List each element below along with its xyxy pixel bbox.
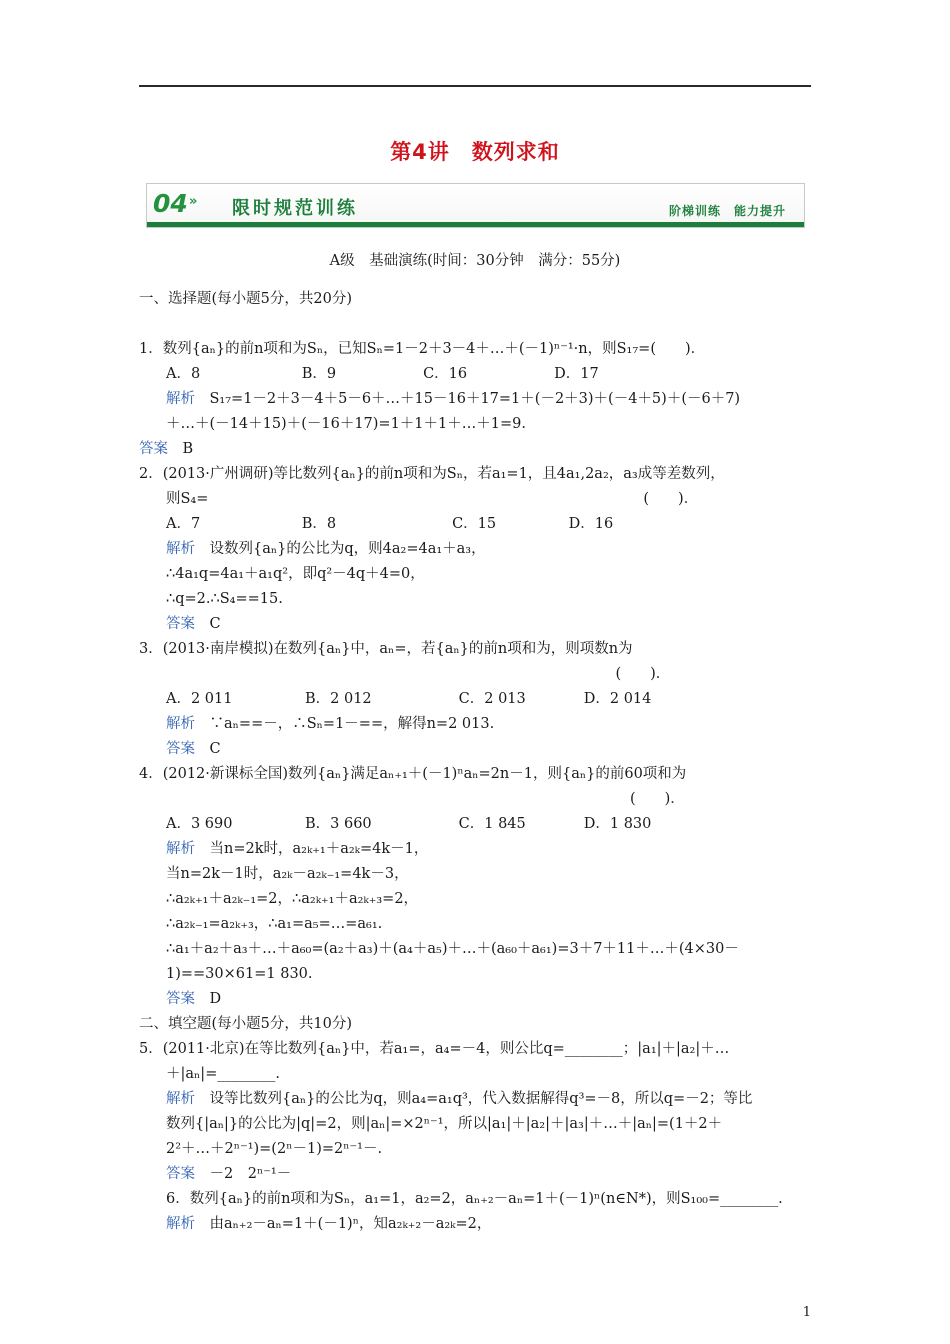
banner-number: 04 <box>153 189 188 218</box>
text-line <box>139 339 705 359</box>
line-text: 6．数列{aₙ}的前n项和为Sₙ，a₁=1，a₂=2，aₙ₊₂－aₙ=1＋(－1)ⁿ(n∈N*)，则S₁₀₀=________. <box>166 1191 783 1207</box>
answer-label: 答案 <box>166 1166 195 1182</box>
section-banner <box>146 183 805 228</box>
answer-line <box>139 439 193 459</box>
solution-label: 解析 <box>166 716 195 732</box>
text-line <box>166 1114 722 1134</box>
answer-line <box>166 739 221 759</box>
text-line <box>166 1139 382 1159</box>
solution-line <box>166 389 740 409</box>
level-line: A级 基础演练(时间：30分钟 满分：55分) <box>329 253 621 269</box>
line-text: ∵aₙ==－，∴Sₙ=1－==，解得n=2 013. <box>209 716 495 732</box>
text-line <box>166 589 283 609</box>
line-text: 则S₄= ( )． <box>166 491 699 507</box>
line-text: 4．(2012·新课标全国)数列{aₙ}满足aₙ₊₁＋(－1)ⁿaₙ=2n－1，则{aₙ}的前60项和为 <box>139 766 687 782</box>
text-line <box>139 1039 729 1059</box>
line-text: ＋|aₙ|=________. <box>166 1066 280 1082</box>
line-text: D <box>209 991 222 1007</box>
text-line <box>166 864 409 884</box>
line-text: 设数列{aₙ}的公比为q，则4a₂=4a₁＋a₃， <box>209 541 486 557</box>
text-line <box>166 664 670 684</box>
solution-line <box>166 714 494 734</box>
line-text: ∴4a₁q=4a₁＋a₁q²，即q²－4q＋4=0， <box>166 566 425 582</box>
text-line <box>139 764 686 784</box>
text-line <box>166 964 313 984</box>
line-text: 1)==30×61=1 830. <box>166 966 313 982</box>
line-text: ∴a₂ₖ₊₁＋a₂ₖ₋₁=2，∴a₂ₖ₊₁＋a₂ₖ₊₃=2， <box>166 891 419 907</box>
line-text: C <box>209 741 221 757</box>
text-line <box>166 489 698 509</box>
text-line <box>166 814 651 834</box>
solution-label: 解析 <box>166 1216 195 1232</box>
banner-right-label: 阶梯训练 能力提升 <box>668 204 786 218</box>
line-text: A．7 B．8 C．15 D．16 <box>166 516 614 532</box>
line-text: B <box>182 441 194 457</box>
line-text: A．3 690 B．3 660 C．1 845 D．1 830 <box>166 816 652 832</box>
line-text: －2 2ⁿ⁻¹－ <box>209 1166 292 1182</box>
answer-label: 答案 <box>166 741 195 757</box>
double-arrow-icon: » <box>189 194 198 209</box>
solution-line <box>166 839 428 859</box>
line-text: 3．(2013·南岸模拟)在数列{aₙ}中，aₙ=，若{aₙ}的前n项和为，则项数n为 <box>139 641 633 657</box>
line-text: S₁₇=1－2＋3－4＋5－6＋…＋15－16＋17=1＋(－2＋3)＋(－4＋5)＋(－6＋7) <box>209 391 741 407</box>
solution-line <box>166 539 486 559</box>
line-text: A．8 B．9 C．16 D．17 <box>166 366 599 382</box>
solution-label: 解析 <box>166 841 195 857</box>
answer-label: 答案 <box>166 991 195 1007</box>
line-text: 一、选择题(每小题5分，共20分) <box>139 291 352 307</box>
answer-line <box>166 989 221 1009</box>
line-text: 数列{|aₙ|}的公比为|q|=2，则|aₙ|=×2ⁿ⁻¹，所以|a₁|＋|a₂|＋|a₃|＋…＋|aₙ|=(1＋2＋ <box>166 1116 723 1132</box>
text-line <box>139 289 352 309</box>
text-line <box>166 914 382 934</box>
solution-line <box>166 1214 491 1234</box>
line-text: ＋…＋(－14＋15)＋(－16＋17)=1＋1＋1＋…＋1=9. <box>166 416 526 432</box>
text-line <box>166 689 651 709</box>
line-text: 当n=2k时，a₂ₖ₊₁＋a₂ₖ=4k－1， <box>209 841 429 857</box>
text-line <box>166 789 685 809</box>
top-rule <box>139 85 811 87</box>
answer-line <box>166 614 221 634</box>
text-line <box>139 1014 352 1034</box>
line-text: 2²＋…＋2ⁿ⁻¹)=(2ⁿ－1)=2ⁿ⁻¹－. <box>166 1141 383 1157</box>
text-line <box>139 464 725 484</box>
banner-label: 限时规范训练 <box>232 198 358 219</box>
line-text: 设等比数列{aₙ}的公比为q，则a₄=a₁q³，代入数据解得q³=－8，所以q=－2；等比 <box>209 1091 753 1107</box>
line-text: ∴q=2.∴S₄==15. <box>166 591 283 607</box>
text-line <box>166 414 526 434</box>
text-line <box>139 639 633 659</box>
line-text: C <box>209 616 221 632</box>
solution-label: 解析 <box>166 391 195 407</box>
line-text: ∴a₁＋a₂＋a₃＋…＋a₆₀=(a₂＋a₃)＋(a₄＋a₅)＋…＋(a₆₀＋a₆₁)=3＋7＋11＋…＋(4×30－ <box>166 941 739 957</box>
line-text: 二、填空题(每小题5分，共10分) <box>139 1016 352 1032</box>
text-line <box>166 514 613 534</box>
line-text: ( )． <box>166 791 685 807</box>
text-line <box>166 1189 783 1209</box>
answer-label: 答案 <box>139 441 168 457</box>
text-line <box>166 889 418 909</box>
text-line <box>166 564 425 584</box>
text-line <box>166 364 599 384</box>
line-text: 2．(2013·广州调研)等比数列{aₙ}的前n项和为Sₙ，若a₁=1，且4a₁,2a₂，a₃成等差数列， <box>139 466 725 482</box>
line-text: ∴a₂ₖ₋₁=a₂ₖ₊₃，∴a₁=a₅=…=a₆₁. <box>166 916 383 932</box>
line-text: ( )． <box>166 666 671 682</box>
answer-label: 答案 <box>166 616 195 632</box>
text-line <box>166 939 739 959</box>
solution-label: 解析 <box>166 1091 195 1107</box>
page-title: 第4讲 数列求和 <box>390 140 560 164</box>
line-text: A．2 011 B．2 012 C．2 013 D．2 014 <box>166 691 652 707</box>
solution-label: 解析 <box>166 541 195 557</box>
text-line <box>166 1064 280 1084</box>
banner-underline <box>147 222 804 227</box>
page-number: 1 <box>802 1305 811 1320</box>
line-text: 5．(2011·北京)在等比数列{aₙ}中，若a₁=，a₄=－4，则公比q=________；|a₁|＋|a₂|＋… <box>139 1041 730 1057</box>
line-text: 当n=2k－1时，a₂ₖ－a₂ₖ₋₁=4k－3， <box>166 866 409 882</box>
solution-line <box>166 1089 752 1109</box>
line-text: 1．数列{aₙ}的前n项和为Sₙ，已知Sₙ=1－2＋3－4＋…＋(－1)ⁿ⁻¹·n，则S₁₇=( )． <box>139 341 706 357</box>
answer-line <box>166 1164 291 1184</box>
line-text: 由aₙ₊₂－aₙ=1＋(－1)ⁿ，知a₂ₖ₊₂－a₂ₖ=2， <box>209 1216 492 1232</box>
